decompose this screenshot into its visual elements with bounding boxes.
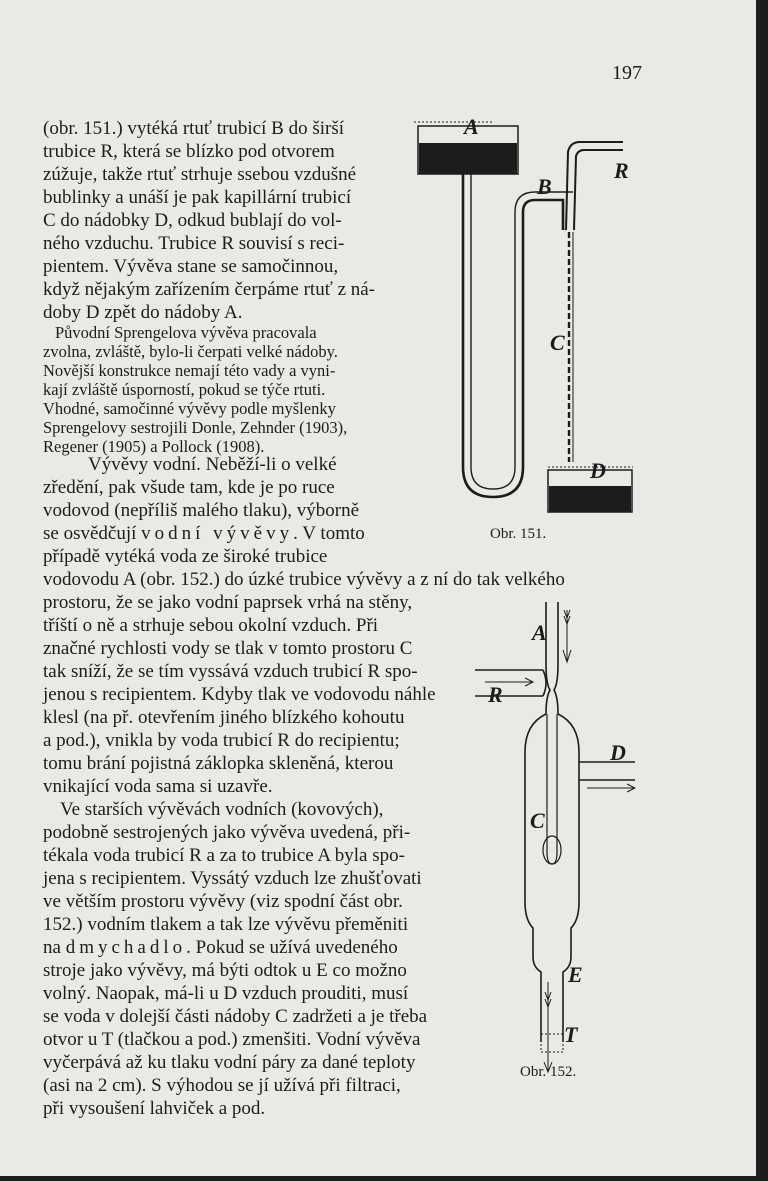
text-line: na dmychadlo. Pokud se užívá uvedeného — [43, 937, 398, 958]
text-line: pientem. Vývěva stane se samočinnou, — [43, 256, 339, 277]
small-text-line: Regener (1905) a Pollock (1908). — [43, 437, 265, 456]
text-line: zředění, pak všude tam, kde je po ruce — [43, 477, 335, 498]
text-line: značné rychlosti vody se tlak v tomto prostoru C — [43, 638, 413, 659]
text-line: stroje jako vývěvy, má býti odtok u E co možno — [43, 960, 407, 981]
text-line: ve větším prostoru vývěvy (viz spodní část obr. — [43, 891, 403, 912]
text-line: klesl (na př. otevřením jiného blízkého kohoutu — [43, 707, 405, 728]
text-line: trubice R, která se blízko pod otvorem — [43, 141, 335, 162]
text-line: zúžuje, takže rtuť strhuje ssebou vzdušné — [43, 164, 357, 185]
text-line: (obr. 151.) vytéká rtuť trubicí B do širší — [43, 118, 344, 139]
text-line: 152.) vodním tlakem a tak lze vývěvu přeměniti — [43, 914, 409, 935]
fig151-label-c: C — [550, 330, 565, 355]
text-line: se osvědčují vodní vývěvy. V tomto — [43, 523, 365, 544]
text-line: jena s recipientem. Vyssátý vzduch lze zhušťovati — [43, 868, 422, 889]
text-line: Vývěvy vodní. Neběží-li o velké — [88, 454, 337, 475]
text-line: vodovod (nepříliš malého tlaku), výborně — [43, 500, 360, 521]
text-line: vodovodu A (obr. 152.) do úzké trubice vývěvy a z ní do tak velkého — [43, 569, 565, 590]
text-line: prostoru, že se jako vodní paprsek vrhá na stěny, — [43, 592, 413, 613]
text-line: podobně sestrojených jako vývěva uvedená, při- — [43, 822, 411, 843]
text-line: vyčerpává až ku tlaku vodní páry za dané teploty — [43, 1052, 416, 1073]
page-edge-bottom — [0, 1176, 768, 1181]
text-line: tomu brání pojistná záklopka skleněná, kterou — [43, 753, 394, 774]
small-text-line: Sprengelovy sestrojili Donle, Zehnder (1903), — [43, 418, 348, 437]
fig152-label-e: E — [568, 962, 583, 987]
text-line: když nějakým zařízením čerpáme rtuť z ná- — [43, 279, 376, 300]
text-line: tékala voda trubicí R a za to trubice A byla spo- — [43, 845, 405, 866]
text-line: vnikající voda sama si uzavře. — [43, 776, 273, 797]
text-line: (asi na 2 cm). S výhodou se jí užívá při filtraci, — [43, 1075, 401, 1096]
text-line: bublinky a unáší je pak kapillární trubicí — [43, 187, 352, 208]
small-text-line: Vhodné, samočinné vývěvy podle myšlenky — [43, 399, 336, 418]
small-text-line: zvolna, zvláště, bylo-li čerpati velké nádoby. — [43, 342, 338, 361]
fig152-label-c: C — [530, 808, 545, 833]
text-line: otvor u T (tlačkou a pod.) zmenšiti. Vodní vývěva — [43, 1029, 421, 1050]
fig151-label-d: D — [590, 458, 606, 483]
fig152-label-r: R — [488, 682, 503, 707]
fig152-label-a: A — [532, 620, 547, 645]
small-text-line: Novější konstrukce nemají této vady a vyni- — [43, 361, 336, 380]
small-text-line: kají zvláště úsporností, pokud se týče rtuti. — [43, 380, 326, 399]
text-line: C do nádobky D, odkud bublají do vol- — [43, 210, 342, 231]
text-line: jenou s recipientem. Kdyby tlak ve vodovodu náhle — [43, 684, 436, 705]
fig152-label-t: T — [564, 1022, 578, 1047]
fig152-label-d: D — [610, 740, 626, 765]
small-text-line: Původní Sprengelova vývěva pracovala — [55, 323, 317, 342]
text-line: se voda v dolejší části nádoby C zadržeti a je třeba — [43, 1006, 428, 1027]
page-number: 197 — [612, 62, 642, 84]
page-edge-shadow — [756, 0, 768, 1181]
fig151-label-r: R — [614, 158, 629, 183]
text-line: ného vzduchu. Trubice R souvisí s reci- — [43, 233, 345, 254]
text-line: tříští o ně a strhuje sebou okolní vzduch. Při — [43, 615, 379, 636]
text-line: a pod.), vnikla by voda trubicí R do recipientu; — [43, 730, 400, 751]
text-line: případě vytéká voda ze široké trubice — [43, 546, 328, 567]
fig151-label-a: A — [464, 114, 479, 139]
figure-151-caption: Obr. 151. — [490, 526, 547, 542]
text-line: volný. Naopak, má-li u D vzduch prouditi, musí — [43, 983, 409, 1004]
fig151-label-b: B — [537, 174, 552, 199]
text-line: Ve starších vývěvách vodních (kovových), — [60, 799, 384, 820]
text-line: tak sníží, že se tím vyssává vzduch trubicí R spo- — [43, 661, 418, 682]
figure-152-caption: Obr. 152. — [520, 1064, 577, 1080]
text-line: při vysoušení lahviček a pod. — [43, 1098, 266, 1119]
figure-152-water-pump — [475, 602, 655, 1082]
text-line: doby D zpět do nádoby A. — [43, 302, 243, 323]
figure-151-sprengel-pump — [408, 112, 648, 522]
